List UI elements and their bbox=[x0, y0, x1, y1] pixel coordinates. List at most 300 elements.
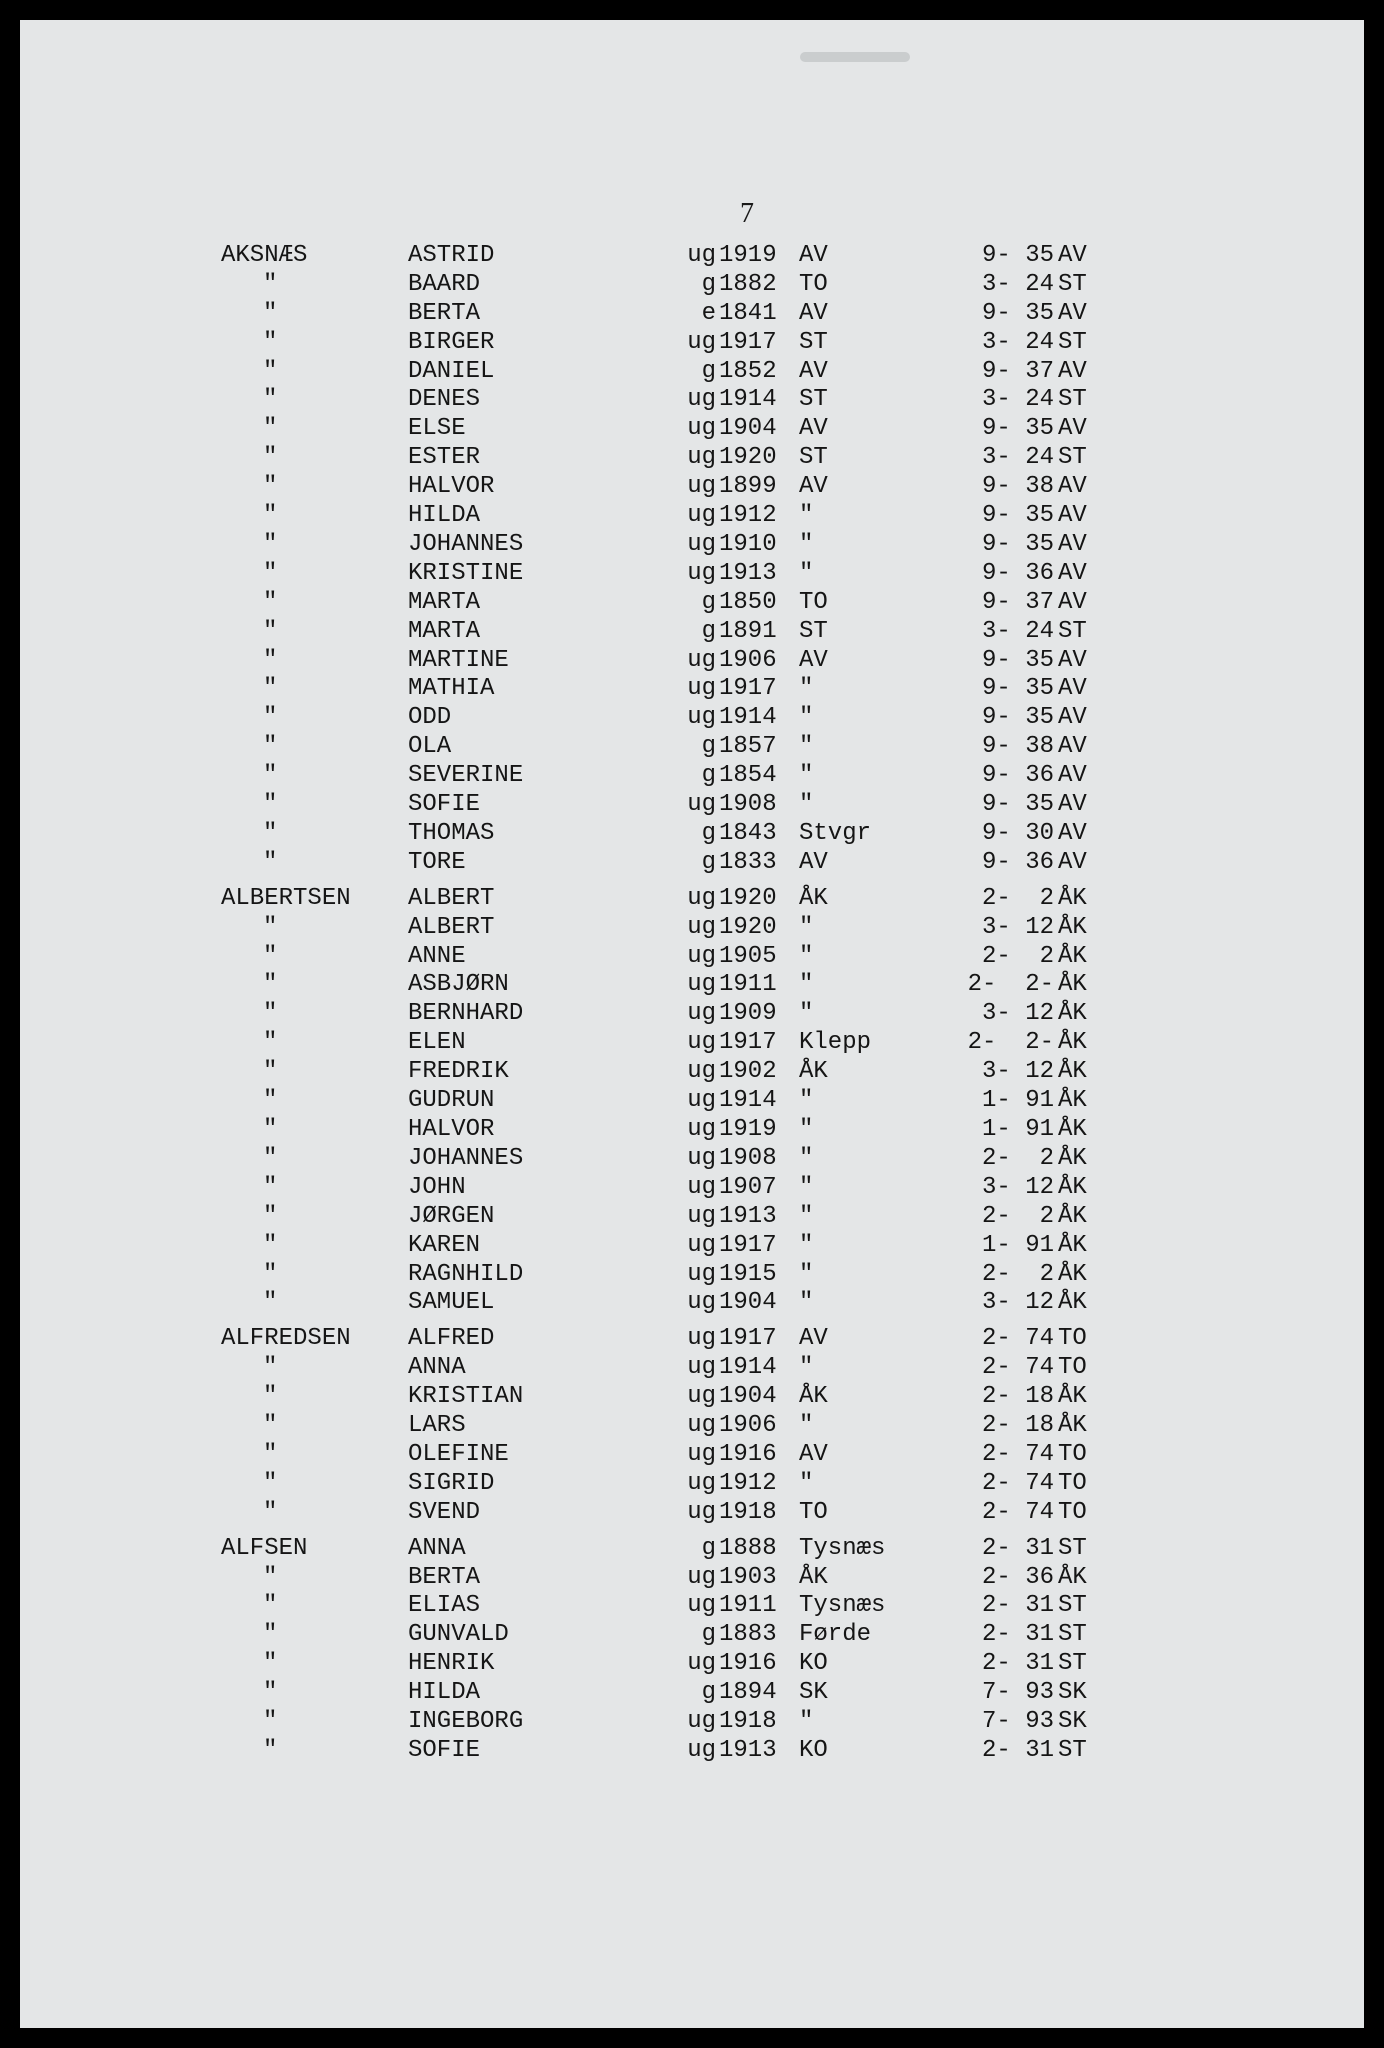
place: " bbox=[799, 1354, 814, 1381]
birth-year: 1902 bbox=[719, 1058, 777, 1085]
reference: 9- 35 bbox=[981, 502, 1054, 529]
ditto-mark: " bbox=[263, 704, 278, 731]
code: ÅK bbox=[1058, 1261, 1087, 1288]
reference: 3- 12 bbox=[981, 1058, 1054, 1085]
birth-year: 1917 bbox=[719, 1029, 777, 1056]
code: ÅK bbox=[1058, 1289, 1087, 1316]
ditto-mark: " bbox=[263, 1116, 278, 1143]
register-row bbox=[20, 914, 1364, 942]
place: " bbox=[799, 1708, 814, 1735]
code: AV bbox=[1058, 415, 1087, 442]
ditto-mark: " bbox=[263, 1058, 278, 1085]
birth-year: 1914 bbox=[719, 386, 777, 413]
surname: AKSNÆS bbox=[221, 242, 308, 269]
code: AV bbox=[1058, 849, 1087, 876]
ditto-mark: " bbox=[263, 1000, 278, 1027]
place: AV bbox=[799, 358, 828, 385]
code: SK bbox=[1058, 1679, 1087, 1706]
register-row bbox=[20, 1441, 1364, 1469]
ditto-mark: " bbox=[263, 1470, 278, 1497]
ditto-mark: " bbox=[263, 502, 278, 529]
status: ug bbox=[687, 386, 716, 413]
ditto-mark: " bbox=[263, 618, 278, 645]
given-name: ESTER bbox=[408, 444, 481, 471]
code: ST bbox=[1058, 1737, 1087, 1764]
given-name: TORE bbox=[408, 849, 466, 876]
reference: 9- 30 bbox=[981, 820, 1054, 847]
given-name: MATHIA bbox=[408, 675, 495, 702]
place: TO bbox=[799, 589, 828, 616]
given-name: ANNA bbox=[408, 1354, 466, 1381]
given-name: DANIEL bbox=[408, 358, 495, 385]
place: Tysnæs bbox=[799, 1592, 886, 1619]
place: " bbox=[799, 531, 814, 558]
ditto-mark: " bbox=[263, 849, 278, 876]
register-row bbox=[20, 704, 1364, 732]
ditto-mark: " bbox=[263, 1679, 278, 1706]
ditto-mark: " bbox=[263, 1354, 278, 1381]
place: KO bbox=[799, 1737, 828, 1764]
status: g bbox=[701, 733, 716, 760]
place: KO bbox=[799, 1650, 828, 1677]
page-number: 7 bbox=[740, 198, 754, 229]
ditto-mark: " bbox=[263, 1564, 278, 1591]
reference: 2- 2 bbox=[981, 1145, 1054, 1172]
place: " bbox=[799, 1087, 814, 1114]
reference: 7- 93 bbox=[981, 1708, 1054, 1735]
status: ug bbox=[687, 914, 716, 941]
code: ÅK bbox=[1058, 1383, 1087, 1410]
birth-year: 1911 bbox=[719, 1592, 777, 1619]
given-name: MARTINE bbox=[408, 647, 509, 674]
given-name: BERNHARD bbox=[408, 1000, 524, 1027]
birth-year: 1918 bbox=[719, 1708, 777, 1735]
reference: 2- 18 bbox=[981, 1383, 1054, 1410]
ditto-mark: " bbox=[263, 589, 278, 616]
ditto-mark: " bbox=[263, 971, 278, 998]
status: ug bbox=[687, 444, 716, 471]
code: AV bbox=[1058, 704, 1087, 731]
birth-year: 1910 bbox=[719, 531, 777, 558]
reference: 2- 18 bbox=[981, 1412, 1054, 1439]
register-row bbox=[20, 647, 1364, 675]
place: AV bbox=[799, 242, 828, 269]
birth-year: 1894 bbox=[719, 1679, 777, 1706]
given-name: JOHANNES bbox=[408, 531, 524, 558]
status: ug bbox=[687, 1087, 716, 1114]
ditto-mark: " bbox=[263, 943, 278, 970]
place: AV bbox=[799, 1441, 828, 1468]
register-row bbox=[20, 1145, 1364, 1173]
status: g bbox=[701, 1535, 716, 1562]
birth-year: 1883 bbox=[719, 1621, 777, 1648]
given-name: HILDA bbox=[408, 502, 481, 529]
birth-year: 1904 bbox=[719, 1383, 777, 1410]
code: TO bbox=[1058, 1441, 1087, 1468]
code: AV bbox=[1058, 560, 1087, 587]
code: ST bbox=[1058, 618, 1087, 645]
register-row bbox=[20, 1232, 1364, 1260]
code: AV bbox=[1058, 791, 1087, 818]
reference: 9- 36 bbox=[981, 762, 1054, 789]
ditto-mark: " bbox=[263, 1232, 278, 1259]
ditto-mark: " bbox=[263, 358, 278, 385]
place: ST bbox=[799, 329, 828, 356]
birth-year: 1917 bbox=[719, 329, 777, 356]
reference: 9- 35 bbox=[981, 647, 1054, 674]
ditto-mark: " bbox=[263, 762, 278, 789]
place: TO bbox=[799, 271, 828, 298]
status: ug bbox=[687, 704, 716, 731]
status: ug bbox=[687, 885, 716, 912]
code: AV bbox=[1058, 589, 1087, 616]
given-name: ELSE bbox=[408, 415, 466, 442]
reference: 9- 38 bbox=[981, 733, 1054, 760]
code: AV bbox=[1058, 531, 1087, 558]
status: ug bbox=[687, 791, 716, 818]
reference: 9- 35 bbox=[981, 531, 1054, 558]
place: Tysnæs bbox=[799, 1535, 886, 1562]
reference: 2- 2 bbox=[981, 1261, 1054, 1288]
reference: 9- 36 bbox=[981, 849, 1054, 876]
register-row bbox=[20, 1116, 1364, 1144]
code: ÅK bbox=[1058, 1058, 1087, 1085]
given-name: SOFIE bbox=[408, 1737, 481, 1764]
surname: ALBERTSEN bbox=[221, 885, 351, 912]
birth-year: 1914 bbox=[719, 1087, 777, 1114]
register-row bbox=[20, 1499, 1364, 1527]
ditto-mark: " bbox=[263, 1087, 278, 1114]
register-row bbox=[20, 300, 1364, 328]
status: ug bbox=[687, 1499, 716, 1526]
code: ÅK bbox=[1058, 1564, 1087, 1591]
place: " bbox=[799, 791, 814, 818]
reference: 9- 35 bbox=[981, 791, 1054, 818]
given-name: ELIAS bbox=[408, 1592, 481, 1619]
code: AV bbox=[1058, 675, 1087, 702]
birth-year: 1908 bbox=[719, 1145, 777, 1172]
ditto-mark: " bbox=[263, 733, 278, 760]
reference: 2- 74 bbox=[981, 1354, 1054, 1381]
register-row bbox=[20, 1325, 1364, 1353]
place: TO bbox=[799, 1499, 828, 1526]
birth-year: 1920 bbox=[719, 444, 777, 471]
code: AV bbox=[1058, 733, 1087, 760]
birth-year: 1920 bbox=[719, 885, 777, 912]
code: AV bbox=[1058, 358, 1087, 385]
code: ÅK bbox=[1058, 1412, 1087, 1439]
code: AV bbox=[1058, 762, 1087, 789]
code: SK bbox=[1058, 1708, 1087, 1735]
place: " bbox=[799, 675, 814, 702]
register-row bbox=[20, 415, 1364, 443]
birth-year: 1903 bbox=[719, 1564, 777, 1591]
reference: 9- 38 bbox=[981, 473, 1054, 500]
register-row bbox=[20, 1737, 1364, 1765]
place: AV bbox=[799, 415, 828, 442]
place: " bbox=[799, 1203, 814, 1230]
birth-year: 1904 bbox=[719, 415, 777, 442]
code: ÅK bbox=[1058, 1000, 1087, 1027]
reference: 3- 24 bbox=[981, 444, 1054, 471]
code: ÅK bbox=[1058, 1116, 1087, 1143]
reference: 3- 24 bbox=[981, 618, 1054, 645]
status: g bbox=[701, 849, 716, 876]
place: " bbox=[799, 733, 814, 760]
status: ug bbox=[687, 1592, 716, 1619]
status: ug bbox=[687, 1325, 716, 1352]
status: ug bbox=[687, 1000, 716, 1027]
code: TO bbox=[1058, 1499, 1087, 1526]
register-row bbox=[20, 1383, 1364, 1411]
ditto-mark: " bbox=[263, 1029, 278, 1056]
status: ug bbox=[687, 415, 716, 442]
reference: 2- 31 bbox=[981, 1650, 1054, 1677]
status: ug bbox=[687, 1383, 716, 1410]
birth-year: 1918 bbox=[719, 1499, 777, 1526]
given-name: BAARD bbox=[408, 271, 481, 298]
reference: 3- 12 bbox=[981, 1174, 1054, 1201]
status: ug bbox=[687, 502, 716, 529]
birth-year: 1913 bbox=[719, 1203, 777, 1230]
status: ug bbox=[687, 329, 716, 356]
place: " bbox=[799, 971, 814, 998]
ditto-mark: " bbox=[263, 1203, 278, 1230]
birth-year: 1917 bbox=[719, 1325, 777, 1352]
birth-year: 1843 bbox=[719, 820, 777, 847]
birth-year: 1850 bbox=[719, 589, 777, 616]
birth-year: 1905 bbox=[719, 943, 777, 970]
ditto-mark: " bbox=[263, 1737, 278, 1764]
reference: 3- 12 bbox=[981, 1000, 1054, 1027]
status: ug bbox=[687, 1029, 716, 1056]
code: ÅK bbox=[1058, 943, 1087, 970]
register-row bbox=[20, 971, 1364, 999]
given-name: DENES bbox=[408, 386, 481, 413]
given-name: JOHN bbox=[408, 1174, 466, 1201]
given-name: LARS bbox=[408, 1412, 466, 1439]
place: " bbox=[799, 1232, 814, 1259]
birth-year: 1888 bbox=[719, 1535, 777, 1562]
code: ÅK bbox=[1058, 971, 1087, 998]
place: " bbox=[799, 943, 814, 970]
given-name: ANNE bbox=[408, 943, 466, 970]
reference: 2- 2- bbox=[967, 971, 1054, 998]
given-name: SAMUEL bbox=[408, 1289, 495, 1316]
status: ug bbox=[687, 1708, 716, 1735]
status: ug bbox=[687, 1289, 716, 1316]
register-row bbox=[20, 1203, 1364, 1231]
code: AV bbox=[1058, 300, 1087, 327]
status: ug bbox=[687, 647, 716, 674]
birth-year: 1909 bbox=[719, 1000, 777, 1027]
ditto-mark: " bbox=[263, 1592, 278, 1619]
register-row bbox=[20, 473, 1364, 501]
status: g bbox=[701, 271, 716, 298]
given-name: ALFRED bbox=[408, 1325, 495, 1352]
reference: 2- 2 bbox=[981, 943, 1054, 970]
given-name: THOMAS bbox=[408, 820, 495, 847]
register-row bbox=[20, 1592, 1364, 1620]
ditto-mark: " bbox=[263, 914, 278, 941]
given-name: KRISTINE bbox=[408, 560, 524, 587]
code: AV bbox=[1058, 647, 1087, 674]
code: ST bbox=[1058, 1621, 1087, 1648]
place: " bbox=[799, 560, 814, 587]
reference: 3- 12 bbox=[981, 1289, 1054, 1316]
status: ug bbox=[687, 1470, 716, 1497]
register-row bbox=[20, 820, 1364, 848]
reference: 7- 93 bbox=[981, 1679, 1054, 1706]
register-row bbox=[20, 618, 1364, 646]
register-row bbox=[20, 943, 1364, 971]
status: g bbox=[701, 1621, 716, 1648]
given-name: SOFIE bbox=[408, 791, 481, 818]
place: SK bbox=[799, 1679, 828, 1706]
reference: 2- 36 bbox=[981, 1564, 1054, 1591]
code: TO bbox=[1058, 1354, 1087, 1381]
given-name: ELEN bbox=[408, 1029, 466, 1056]
place: " bbox=[799, 1261, 814, 1288]
code: ST bbox=[1058, 1592, 1087, 1619]
given-name: ALBERT bbox=[408, 885, 495, 912]
given-name: HENRIK bbox=[408, 1650, 495, 1677]
ditto-mark: " bbox=[263, 444, 278, 471]
place: AV bbox=[799, 1325, 828, 1352]
place: Stvgr bbox=[799, 820, 872, 847]
reference: 9- 35 bbox=[981, 675, 1054, 702]
birth-year: 1917 bbox=[719, 1232, 777, 1259]
given-name: ANNA bbox=[408, 1535, 466, 1562]
given-name: BERTA bbox=[408, 300, 481, 327]
given-name: ODD bbox=[408, 704, 452, 731]
status: ug bbox=[687, 1145, 716, 1172]
reference: 1- 91 bbox=[981, 1116, 1054, 1143]
code: AV bbox=[1058, 242, 1087, 269]
given-name: SIGRID bbox=[408, 1470, 495, 1497]
given-name: INGEBORG bbox=[408, 1708, 524, 1735]
ditto-mark: " bbox=[263, 1261, 278, 1288]
birth-year: 1857 bbox=[719, 733, 777, 760]
status: ug bbox=[687, 1232, 716, 1259]
register-row bbox=[20, 531, 1364, 559]
register-row bbox=[20, 1289, 1364, 1317]
code: ÅK bbox=[1058, 1087, 1087, 1114]
given-name: JOHANNES bbox=[408, 1145, 524, 1172]
birth-year: 1912 bbox=[719, 502, 777, 529]
register-row bbox=[20, 329, 1364, 357]
place: " bbox=[799, 1289, 814, 1316]
status: ug bbox=[687, 1174, 716, 1201]
reference: 2- 74 bbox=[981, 1470, 1054, 1497]
reference: 1- 91 bbox=[981, 1232, 1054, 1259]
given-name: JØRGEN bbox=[408, 1203, 495, 1230]
code: ÅK bbox=[1058, 1174, 1087, 1201]
place: " bbox=[799, 1000, 814, 1027]
birth-year: 1920 bbox=[719, 914, 777, 941]
birth-year: 1919 bbox=[719, 242, 777, 269]
register-row bbox=[20, 358, 1364, 386]
register-row bbox=[20, 1650, 1364, 1678]
register-row bbox=[20, 1058, 1364, 1086]
register-row bbox=[20, 733, 1364, 761]
status: g bbox=[701, 762, 716, 789]
register-row bbox=[20, 271, 1364, 299]
place: ST bbox=[799, 618, 828, 645]
status: e bbox=[701, 300, 716, 327]
code: ÅK bbox=[1058, 1145, 1087, 1172]
given-name: SEVERINE bbox=[408, 762, 524, 789]
given-name: BERTA bbox=[408, 1564, 481, 1591]
place: " bbox=[799, 1116, 814, 1143]
given-name: ALBERT bbox=[408, 914, 495, 941]
register-row bbox=[20, 386, 1364, 414]
birth-year: 1916 bbox=[719, 1441, 777, 1468]
birth-year: 1913 bbox=[719, 1737, 777, 1764]
code: AV bbox=[1058, 502, 1087, 529]
ditto-mark: " bbox=[263, 791, 278, 818]
code: AV bbox=[1058, 820, 1087, 847]
reference: 3- 24 bbox=[981, 271, 1054, 298]
reference: 2- 31 bbox=[981, 1621, 1054, 1648]
register-row bbox=[20, 560, 1364, 588]
code: ST bbox=[1058, 271, 1087, 298]
ditto-mark: " bbox=[263, 1441, 278, 1468]
code: ÅK bbox=[1058, 1203, 1087, 1230]
register-row bbox=[20, 444, 1364, 472]
reference: 1- 91 bbox=[981, 1087, 1054, 1114]
birth-year: 1908 bbox=[719, 791, 777, 818]
register-row bbox=[20, 1354, 1364, 1382]
ditto-mark: " bbox=[263, 820, 278, 847]
reference: 2- 31 bbox=[981, 1737, 1054, 1764]
status: ug bbox=[687, 473, 716, 500]
code: ÅK bbox=[1058, 1029, 1087, 1056]
given-name: KRISTIAN bbox=[408, 1383, 524, 1410]
status: ug bbox=[687, 1116, 716, 1143]
birth-year: 1907 bbox=[719, 1174, 777, 1201]
ditto-mark: " bbox=[263, 1621, 278, 1648]
code: ÅK bbox=[1058, 914, 1087, 941]
status: g bbox=[701, 820, 716, 847]
reference: 2- 31 bbox=[981, 1535, 1054, 1562]
reference: 2- 31 bbox=[981, 1592, 1054, 1619]
register-row bbox=[20, 1412, 1364, 1440]
given-name: OLEFINE bbox=[408, 1441, 509, 1468]
register-row bbox=[20, 885, 1364, 913]
birth-year: 1906 bbox=[719, 647, 777, 674]
reference: 3- 12 bbox=[981, 914, 1054, 941]
status: ug bbox=[687, 1737, 716, 1764]
reference: 9- 36 bbox=[981, 560, 1054, 587]
place: " bbox=[799, 1174, 814, 1201]
surname: ALFSEN bbox=[221, 1535, 308, 1562]
given-name: FREDRIK bbox=[408, 1058, 509, 1085]
reference: 9- 35 bbox=[981, 704, 1054, 731]
given-name: HALVOR bbox=[408, 473, 495, 500]
register-row bbox=[20, 1535, 1364, 1563]
register-row bbox=[20, 1708, 1364, 1736]
place: AV bbox=[799, 647, 828, 674]
place: AV bbox=[799, 849, 828, 876]
place: " bbox=[799, 1145, 814, 1172]
birth-year: 1919 bbox=[719, 1116, 777, 1143]
ditto-mark: " bbox=[263, 473, 278, 500]
ditto-mark: " bbox=[263, 1708, 278, 1735]
register-row bbox=[20, 1564, 1364, 1592]
status: ug bbox=[687, 675, 716, 702]
place: AV bbox=[799, 473, 828, 500]
